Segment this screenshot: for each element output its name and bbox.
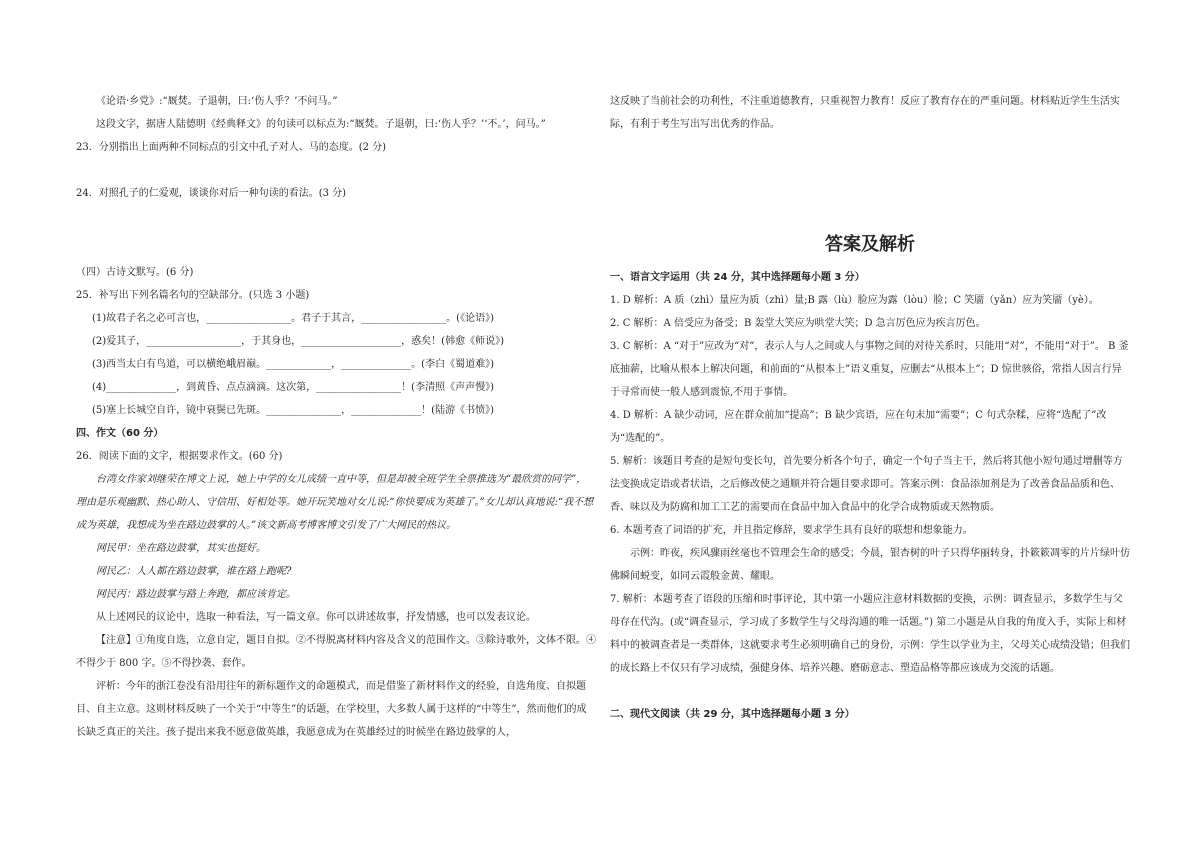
fill-4: (4)______________，到黄昏、点点滴滴。这次第，_________________！(李清照《声声慢》) bbox=[92, 382, 494, 393]
answers-title: 答案及解析 bbox=[825, 234, 915, 255]
section-poetry: （四）古诗文默写。(6 分) bbox=[76, 267, 194, 278]
commentary: 评析：今年的浙江卷没有沿用往年的新标题作文的命题模式，而是借鉴了新材料作文的经验，自选角度、自拟题目、自主立意。这则材料反映了一个关于“中等生”的话题，在学校里，大多数人属于这样的“中等生”，然而他们的成长缺乏真正的关注。孩子提出来我不愿意做英雄，我愿意成为在英雄经过的时候坐在路边鼓掌的人， bbox=[76, 681, 587, 738]
question-24: 24．对照孔子的仁爱观，谈谈你对后一种句读的看法。(3 分) bbox=[76, 188, 347, 199]
question-23: 23．分别指出上面两种不同标点的引文中孔子对人、马的态度。(2 分) bbox=[76, 142, 387, 153]
answer-6: 6. 本题考查了词语的扩充，并且指定修辞，要求学生具有良好的联想和想象能力。 bbox=[610, 525, 973, 536]
material-paragraph: 台湾女作家刘继荣在博文上说，她上中学的女儿成绩一直中等，但是却被全班学生全票推选为“最欣赏的同学”，理由是乐观幽默、热心助人、守信用、好相处等。她开玩笑地对女儿说:“你快要成为英雄了。”女儿却认真地说:“我不想成为英雄，我想成为坐在路边鼓掌的人。”该文新高考博客博文引发了广大网民的热议。 bbox=[76, 474, 594, 531]
task-instruction: 从上述网民的议论中，选取一种看法，写一篇文章。你可以讲述故事，抒发情感，也可以发表议论。 bbox=[96, 612, 536, 623]
section-composition: 四、作文（60 分） bbox=[76, 428, 164, 439]
answer-7: 7. 解析：本题考查了语段的压缩和时事评论，其中第一小题应注意材料数据的变换，示例：调查显示，多数学生与父母存在代沟。(或“调查显示，学习成了多数学生与父母沟通的唯一话题。”) 第二小题是从自我的角度入手，实际上和材料中的被调查者是一类群体，这就要求考生必须明确自己的身份，示例：学生以学业为主，父母关心成绩没错；但我们的成长路上不仅只有学习成绩，强健身体、培养兴趣、磨砺意志、塑造品格等都应该成为交流的话题。 bbox=[610, 594, 1130, 674]
quote-line: 《论语·乡党》:“厩焚。子退朝，曰:‘伤人乎？’不问马。” bbox=[96, 96, 338, 107]
answer-5: 5. 解析：该题目考查的是短句变长句，首先要分析各个句子，确定一个句子当主干，然后将其他小短句通过增删等方法变换成定语或者状语，之后修改使之通顺并符合题目要求即可。答案示例：食品添加剂是为了改善食品品质和色、香、味以及为防腐和加工工艺的需要而在食品中加入食品中的化学合成物质或天然物质。 bbox=[610, 456, 1123, 513]
fill-3: (3)西当太白有鸟道，可以横绝峨眉巅。_____________，______________。(李白《蜀道难》) bbox=[92, 359, 494, 370]
section-language: 一、语言文字运用（共 24 分，其中选择题每小题 3 分） bbox=[610, 272, 865, 283]
fill-5: (5)塞上长城空自许，镜中衰鬓已先斑。_______________，______________！(陆游《书愤》) bbox=[92, 405, 494, 416]
fill-1: (1)故君子名之必可言也，_________________。君子于其言，_________________。(《论语》) bbox=[92, 313, 494, 324]
right-column bbox=[610, 90, 1130, 726]
notes: 【注意】①角度自选，立意自定，题目自拟。②不得脱离材料内容及含义的范围作文。③除诗歌外，文体不限。④不得少于 800 字。⑤不得抄袭、套作。 bbox=[76, 635, 596, 669]
netizen-b: 网民乙：人人都在路边鼓掌，谁在路上跑呢? bbox=[96, 566, 292, 577]
answer-1: 1. D 解析：A 质（zhì）量应为质（zhì）量;B 露（lù）脸应为露（lòu）脸；C 笑靥（yǎn）应为笑靥（yè）。 bbox=[610, 295, 1099, 306]
netizen-c: 网民丙：路边鼓掌与路上奔跑，都应该肯定。 bbox=[96, 589, 296, 600]
fill-2: (2)爱其子，___________________，于其身也，____________________，惑矣！(韩愈《师说》) bbox=[92, 336, 504, 347]
netizen-a: 网民甲：坐在路边鼓掌，其实也挺好。 bbox=[96, 543, 266, 554]
commentary-continued: 这反映了当前社会的功利性，不注重道德教育，只重视智力教育！反应了教育存在的严重问题。材料贴近学生生活实际，有利于考生写出写出优秀的作品。 bbox=[610, 96, 1120, 130]
punctuation-line: 这段文字，据唐人陆德明《经典释文》的句读可以标点为:“厩焚。子退朝，曰:‘伤人乎？’‘不。’，问马。” bbox=[96, 119, 546, 130]
answer-4: 4. D 解析：A 缺少动词，应在群众前加“提高”；B 缺少宾语，应在句末加“需要”；C 句式杂糅，应将“选配了”改为“选配的”。 bbox=[610, 410, 1107, 444]
question-25: 25．补写出下列名篇名句的空缺部分。(只选 3 小题) bbox=[76, 290, 310, 301]
answer-3: 3. C 解析：A “对于”应改为“对”，表示人与人之间或人与事物之间的对待关系时，只能用“对”，不能用“对于”。 B 釜底抽薪，比喻从根本上解决问题，和前面的“从根本上”语义重复，应删去“从根本上”；D 惊世骇俗，常指人因言行异于寻常而使一般人感到震惊,不用于事情。 bbox=[610, 341, 1129, 398]
section-reading: 二、现代文阅读（共 29 分，其中选择题每小题 3 分） bbox=[610, 709, 855, 720]
question-26: 26．阅读下面的文字，根据要求作文。(60 分) bbox=[76, 451, 283, 462]
answer-2: 2. C 解析：A 倍受应为备受；B 轰堂大笑应为哄堂大笑；D 急言厉色应为疾言厉色。 bbox=[610, 318, 986, 329]
left-column bbox=[76, 90, 596, 744]
answer-6-example: 示例：昨夜，疾风骤雨丝毫也不管理会生命的感受；今晨，银杏树的叶子只得华丽转身，扑簌簌凋零的片片绿叶仿佛瞬间蜕变，如同云霞般金黄、耀眼。 bbox=[610, 548, 1130, 582]
